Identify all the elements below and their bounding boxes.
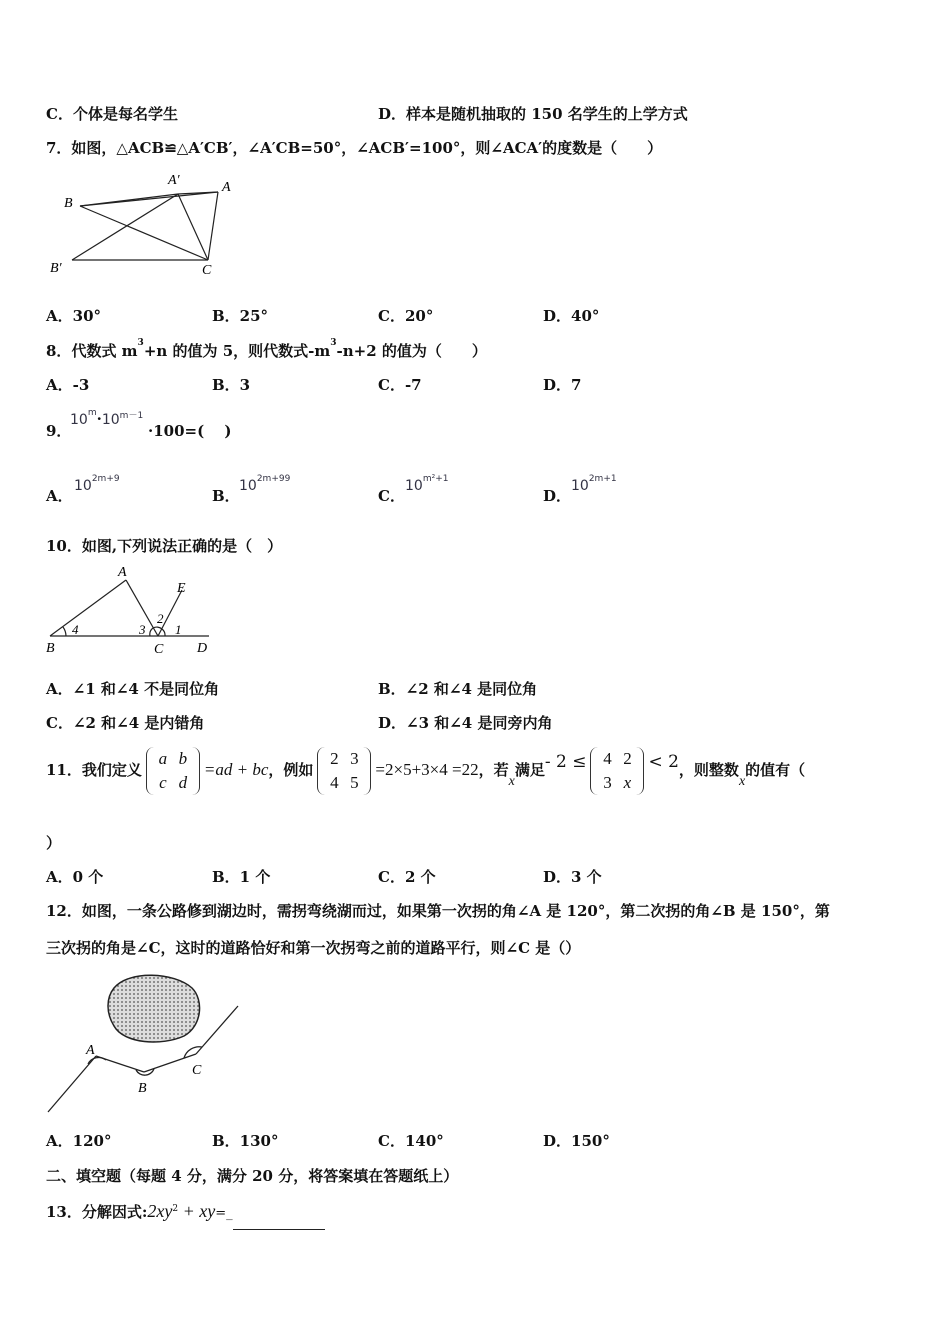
q12-lake [108,975,200,1042]
q12-option-b: B．130° [212,1132,279,1150]
q11-m1-c: c [159,773,167,792]
q11-text-if: ，若 [478,761,509,779]
q10-option-b: B．∠2 和∠4 是同位角 [378,680,538,698]
q12-label-a: A [86,1043,95,1058]
q8-option-a: A．-3 [46,376,90,394]
q11-option-c: C．2 个 [378,868,436,886]
q11-m1-a: a [158,749,168,768]
q9-option-d-exponent: 2m+1 [588,474,617,484]
q11-text-values: 的值有（ [745,761,806,779]
q11-matrix-condition [590,747,644,795]
q10-label-angle-4: 4 [72,622,79,637]
q9-tail: ·100=( ) [148,422,232,440]
q10-label-d: D [197,641,208,656]
q9-term-1: 10 [70,412,88,428]
q12-stem-line-1: 12．如图，一条公路修到湖边时，需拐弯绕湖而过，如果第一次拐的角∠A 是 120°，第二次拐的角∠B 是 150°，第 [46,902,830,920]
q13-answer-blank[interactable] [233,1215,325,1230]
q9-dot: · [96,410,102,428]
q10-option-c: C．∠2 和∠4 是内错角 [46,714,205,732]
q13-equals: =_ [215,1206,233,1221]
q11-option-b: B．1 个 [212,868,271,886]
q11-example-result: =2×5+3×4 =22 [375,760,479,779]
q9-option-b-value [239,476,290,494]
q8-number: 8． [46,342,72,360]
q9-term-1-exponent: m [87,408,97,418]
q10-label-angle-3: 3 [139,622,146,637]
q9-option-d-base: 10 [571,478,589,494]
q10-stem: 10．如图,下列说法正确的是（ ） [46,537,283,555]
q11-m2-b: 3 [350,749,359,768]
q8-option-b: B．3 [212,376,251,394]
q7-label-a-prime: A′ [168,173,180,188]
q9-option-b-label: B． [212,487,240,505]
q11-lower-bound: - 2 ≤ [544,752,587,772]
q11-option-a: A．0 个 [46,868,104,886]
q11-option-d: D．3 个 [543,868,602,886]
q7-label-b: B [64,196,73,211]
q8-text-2: +n 的值为 5，则代数式-m [143,342,331,360]
q11-m2-a: 2 [330,749,339,768]
q11-matrix-general [146,747,200,795]
q9-option-a-value [74,476,120,494]
q11-m2-c: 4 [330,773,339,792]
q10-option-d: D．∠3 和∠4 是同旁内角 [378,714,553,732]
q9-option-c-label: C． [378,487,405,505]
q12-road-lake-figure [44,968,244,1118]
q13-text: 13．分解因式: [46,1203,148,1221]
q9-option-b-exponent: 2m+99 [256,474,291,484]
q11-m3-b: 2 [623,749,632,768]
q7-label-b-prime: B′ [50,261,62,276]
q11-m1-b: b [178,749,188,768]
q10-label-b: B [46,641,55,656]
q7-option-d: D．40° [543,307,600,325]
q9-option-c-base: 10 [405,478,423,494]
q11-definition: =ad + bc [203,760,269,779]
q11-text-satisfy: 满足 [514,761,545,779]
q9-option-a-exponent: 2m+9 [91,474,120,484]
q11-upper-bound: < 2 [648,752,679,772]
q9-number: 9． [46,422,72,440]
q8-option-c: C．-7 [378,376,422,394]
q12-stem-line-2: 三次拐的角是∠C，这时的道路恰好和第一次拐弯之前的道路平行，则∠C 是（） [46,939,581,957]
q8-text-1: 代数式 m [71,342,138,360]
q9-option-b-base: 10 [239,478,257,494]
section-2-heading: 二、填空题（每题 4 分，满分 20 分，将答案填在答题纸上） [46,1167,459,1185]
q11-text-example: ，例如 [268,761,314,779]
q7-stem: 7．如图，△ACB≌△A′CB′，∠A′CB=50°，∠ACB′=100°，则∠ACA′的度数是（ ） [46,139,663,157]
q11-text-integer: ，则整数 [678,761,739,779]
q10-label-angle-2: 2 [157,611,164,626]
q11-m3-a: 4 [603,749,612,768]
q7-option-a: A．30° [46,307,102,325]
q8-sup-2: 3 [330,338,337,348]
q10-label-a: A [118,565,127,580]
q9-option-a-label: A． [46,487,73,505]
option-d-sample: D．样本是随机抽取的 150 名学生的上学方式 [378,105,688,123]
q7-option-b: B．25° [212,307,269,325]
q7-label-a: A [222,180,231,195]
q12-option-d: D．150° [543,1132,610,1150]
q10-option-a: A．∠1 和∠4 不是同位角 [46,680,220,698]
q13-exponent: 2 [172,1204,179,1214]
q8-sup-1: 3 [137,338,144,348]
q11-m1-d: d [178,773,188,792]
q12-option-a: A．120° [46,1132,112,1150]
q7-triangle-figure [44,168,244,280]
q11-stem [46,744,805,798]
q9-option-d-value [571,476,617,494]
q9-option-a-base: 10 [74,478,92,494]
q11-m2-d: 5 [350,773,359,792]
q11-var-x-2: x [738,774,746,789]
q11-m3-c: 3 [603,773,612,792]
option-c-individual: C．个体是每名学生 [46,105,178,123]
q9-option-c-exponent: m²+1 [422,474,449,484]
q9-expression [70,410,143,428]
q11-var-x: x [508,774,515,789]
q9-term-2: 10 [101,412,120,428]
q7-option-c: C．20° [378,307,434,325]
q9-option-d-label: D． [543,487,572,505]
q13-expression-1: 2xy [147,1201,173,1221]
q8-text-3: -n+2 的值为（ ） [336,342,487,360]
q10-label-angle-1: 1 [175,622,182,637]
q10-label-e: E [177,581,186,596]
q12-option-c: C．140° [378,1132,444,1150]
q11-text-define: 11．我们定义 [46,761,142,779]
q11-m3-d: x [623,773,632,792]
q10-angle-figure [44,562,224,662]
q11-matrix-example [317,747,371,795]
q13-expression-2: + xy [178,1201,216,1221]
q8-stem [46,340,487,361]
q9-term-2-exponent: m－1 [119,411,144,421]
q13-stem [46,1195,325,1230]
q7-label-c: C [202,263,212,278]
q11-close-paren: ） [46,834,62,852]
q10-label-c: C [154,642,164,657]
q12-label-c: C [192,1063,202,1078]
q9-option-c-value [405,476,448,494]
q8-option-d: D．7 [543,376,582,394]
q12-label-b: B [138,1081,147,1096]
